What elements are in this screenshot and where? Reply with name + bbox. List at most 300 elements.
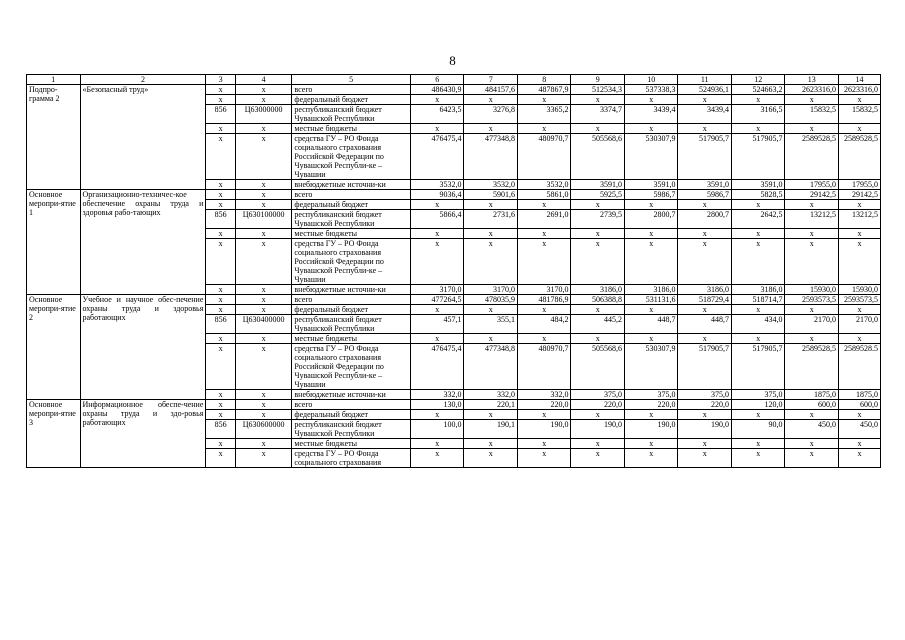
value-cell: 2589528,5 (838, 134, 880, 180)
value-cell: 5986,7 (678, 190, 732, 200)
value-cell: 332,0 (410, 390, 464, 400)
value-cell: х (838, 239, 880, 285)
column-header: 7 (464, 75, 518, 85)
value-cell: 2623316,0 (838, 85, 880, 95)
value-cell: х (731, 229, 785, 239)
value-cell: х (464, 229, 518, 239)
value-cell: 3166,5 (731, 105, 785, 124)
value-cell: х (517, 124, 571, 134)
budget-code-cell: х (235, 410, 292, 420)
value-cell: х (624, 439, 678, 449)
value-cell: х (517, 95, 571, 105)
value-cell: 512534,3 (571, 85, 625, 95)
value-cell: 5828,5 (731, 190, 785, 200)
value-cell: х (838, 124, 880, 134)
grbs-code-cell: х (206, 190, 235, 200)
value-cell: х (571, 439, 625, 449)
value-cell: х (571, 449, 625, 468)
value-cell: х (678, 95, 732, 105)
value-cell: х (624, 449, 678, 468)
value-cell: 2623316,0 (785, 85, 839, 95)
value-cell: 518729,4 (678, 295, 732, 305)
value-cell: 332,0 (464, 390, 518, 400)
value-cell: 2642,5 (731, 210, 785, 229)
value-cell: 476475,4 (410, 344, 464, 390)
value-cell: 518714,7 (731, 295, 785, 305)
value-cell: х (731, 334, 785, 344)
budget-table (26, 74, 881, 468)
value-cell: 130,0 (410, 400, 464, 410)
funding-source-cell: средства ГУ – РО Фонда социального страхования (292, 449, 411, 468)
budget-code-cell: х (235, 190, 292, 200)
table-row (27, 400, 881, 410)
value-cell: 524936,1 (678, 85, 732, 95)
funding-source-cell: всего (292, 400, 411, 410)
value-cell: 220,1 (464, 400, 518, 410)
value-cell: 450,0 (838, 420, 880, 439)
value-cell: 477348,8 (464, 344, 518, 390)
value-cell: 480970,7 (517, 134, 571, 180)
value-cell: х (838, 334, 880, 344)
grbs-code-cell: х (206, 124, 235, 134)
funding-source-cell: республиканский бюджет Чувашской Республики (292, 105, 411, 124)
value-cell: 17955,0 (838, 180, 880, 190)
value-cell: 190,0 (517, 420, 571, 439)
funding-source-cell: федеральный бюджет (292, 305, 411, 315)
column-header: 11 (678, 75, 732, 85)
value-cell: 100,0 (410, 420, 464, 439)
value-cell: х (517, 229, 571, 239)
value-cell: 448,7 (624, 315, 678, 334)
funding-source-cell: местные бюджеты (292, 334, 411, 344)
funding-source-cell: федеральный бюджет (292, 95, 411, 105)
value-cell: х (464, 239, 518, 285)
value-cell: х (410, 229, 464, 239)
value-cell: 220,0 (571, 400, 625, 410)
value-cell: 448,7 (678, 315, 732, 334)
value-cell: х (517, 305, 571, 315)
value-cell: х (571, 124, 625, 134)
value-cell: 2589528,5 (785, 134, 839, 180)
value-cell: 29142,5 (785, 190, 839, 200)
value-cell: 506388,8 (571, 295, 625, 305)
value-cell: 517905,7 (678, 134, 732, 180)
value-cell: х (410, 449, 464, 468)
value-cell: 15832,5 (838, 105, 880, 124)
value-cell: х (624, 305, 678, 315)
value-cell: 2589528.5 (838, 344, 880, 390)
value-cell: 15832,5 (785, 105, 839, 124)
value-cell: 1875,0 (785, 390, 839, 400)
value-cell: 220,0 (678, 400, 732, 410)
value-cell: х (464, 124, 518, 134)
column-header: 4 (235, 75, 292, 85)
program-cell: Подпро-грамма 2 (27, 85, 81, 190)
value-cell: 2800,7 (678, 210, 732, 229)
value-cell: х (464, 200, 518, 210)
value-cell: 481786,9 (517, 295, 571, 305)
value-cell: х (571, 239, 625, 285)
grbs-code-cell: х (206, 410, 235, 420)
budget-code-cell: х (235, 85, 292, 95)
grbs-code-cell: 856 (206, 420, 235, 439)
value-cell: 2800,7 (624, 210, 678, 229)
table-row (27, 295, 881, 305)
value-cell: 530307,9 (624, 134, 678, 180)
funding-source-cell: средства ГУ – РО Фонда социального страхования Российской Федерации по Чувашской Республи-ке – Чувашии (292, 344, 411, 390)
value-cell: х (731, 200, 785, 210)
budget-code-cell: х (235, 449, 292, 468)
value-cell: х (410, 410, 464, 420)
column-header: 13 (785, 75, 839, 85)
funding-source-cell: республиканский бюджет Чувашской Республики (292, 420, 411, 439)
column-header: 12 (731, 75, 785, 85)
value-cell: 3276,8 (464, 105, 518, 124)
value-cell: х (464, 305, 518, 315)
value-cell: х (517, 239, 571, 285)
value-cell: 5861,0 (517, 190, 571, 200)
value-cell: х (731, 239, 785, 285)
funding-source-cell: средства ГУ – РО Фонда социального страхования Российской Федерации по Чувашской Республи-ке – Чувашии (292, 134, 411, 180)
value-cell: 3591,0 (571, 180, 625, 190)
value-cell: х (410, 439, 464, 449)
column-header: 1 (27, 75, 81, 85)
value-cell: 3170,0 (410, 285, 464, 295)
value-cell: 355,1 (464, 315, 518, 334)
value-cell: х (571, 410, 625, 420)
budget-code-cell: х (235, 295, 292, 305)
value-cell: 3186,0 (678, 285, 732, 295)
value-cell: 375,0 (624, 390, 678, 400)
value-cell: х (678, 410, 732, 420)
program-cell: Основное меропри-ятие 3 (27, 400, 81, 468)
table-header-row (27, 75, 881, 85)
value-cell: 505568,6 (571, 344, 625, 390)
grbs-code-cell: х (206, 449, 235, 468)
value-cell: 332,0 (517, 390, 571, 400)
budget-code-cell: х (235, 124, 292, 134)
value-cell: х (517, 334, 571, 344)
value-cell: х (410, 95, 464, 105)
value-cell: 517905,7 (731, 134, 785, 180)
value-cell: х (838, 95, 880, 105)
value-cell: х (571, 229, 625, 239)
value-cell: 517905,7 (678, 344, 732, 390)
value-cell: х (678, 449, 732, 468)
funding-source-cell: внебюджетные источни-ки (292, 180, 411, 190)
funding-source-cell: федеральный бюджет (292, 410, 411, 420)
funding-source-cell: всего (292, 190, 411, 200)
value-cell: 17955,0 (785, 180, 839, 190)
value-cell: х (410, 305, 464, 315)
budget-code-cell: х (235, 134, 292, 180)
value-cell: 220,0 (624, 400, 678, 410)
value-cell: х (410, 239, 464, 285)
value-cell: 450,0 (785, 420, 839, 439)
value-cell: х (624, 334, 678, 344)
funding-source-cell: всего (292, 295, 411, 305)
grbs-code-cell: 856 (206, 210, 235, 229)
value-cell: х (678, 229, 732, 239)
value-cell: 375,0 (678, 390, 732, 400)
value-cell: 2593573,5 (785, 295, 839, 305)
column-header: 5 (292, 75, 411, 85)
value-cell: х (785, 334, 839, 344)
value-cell: 537338,3 (624, 85, 678, 95)
value-cell: 434,0 (731, 315, 785, 334)
value-cell: х (731, 95, 785, 105)
value-cell: х (838, 200, 880, 210)
value-cell: х (785, 95, 839, 105)
value-cell: х (785, 305, 839, 315)
budget-code-cell: х (235, 180, 292, 190)
value-cell: х (464, 410, 518, 420)
column-header: 3 (206, 75, 235, 85)
budget-code-cell: х (235, 400, 292, 410)
budget-code-cell: х (235, 334, 292, 344)
value-cell: 3532,0 (464, 180, 518, 190)
value-cell: 190,0 (624, 420, 678, 439)
value-cell: х (678, 200, 732, 210)
value-cell: 600,0 (838, 400, 880, 410)
funding-source-cell: республиканский бюджет Чувашской Республики (292, 210, 411, 229)
grbs-code-cell: х (206, 200, 235, 210)
grbs-code-cell: х (206, 229, 235, 239)
grbs-code-cell: х (206, 390, 235, 400)
program-cell: Основное меропри-ятие 1 (27, 190, 81, 295)
value-cell: 6423,5 (410, 105, 464, 124)
value-cell: х (731, 439, 785, 449)
budget-code-cell: х (235, 229, 292, 239)
value-cell: 190,0 (571, 420, 625, 439)
value-cell: х (731, 305, 785, 315)
grbs-code-cell: х (206, 334, 235, 344)
funding-source-cell: местные бюджеты (292, 229, 411, 239)
value-cell: х (410, 334, 464, 344)
value-cell: 3186,0 (571, 285, 625, 295)
budget-code-cell: Ц63000000 (235, 105, 292, 124)
value-cell: 2731,6 (464, 210, 518, 229)
column-header: 10 (624, 75, 678, 85)
program-title-cell: Учебное и научное обес-печение охраны труда и здоровья работающих (80, 295, 206, 400)
budget-code-cell: х (235, 200, 292, 210)
funding-source-cell: внебюджетные источни-ки (292, 390, 411, 400)
value-cell: х (731, 124, 785, 134)
value-cell: 15930,0 (838, 285, 880, 295)
budget-code-cell: х (235, 239, 292, 285)
value-cell: х (678, 305, 732, 315)
column-header: 2 (80, 75, 206, 85)
value-cell: 190,1 (464, 420, 518, 439)
program-title-cell: «Безопасный труд» (80, 85, 206, 190)
value-cell: х (624, 229, 678, 239)
budget-code-cell: х (235, 95, 292, 105)
value-cell: 3374,7 (571, 105, 625, 124)
value-cell: 457,1 (410, 315, 464, 334)
value-cell: х (678, 239, 732, 285)
value-cell: 484157,6 (464, 85, 518, 95)
value-cell: 476475,4 (410, 134, 464, 180)
value-cell: х (678, 124, 732, 134)
funding-source-cell: местные бюджеты (292, 124, 411, 134)
funding-source-cell: всего (292, 85, 411, 95)
value-cell: 3170,0 (464, 285, 518, 295)
value-cell: 5901,6 (464, 190, 518, 200)
value-cell: 600,0 (785, 400, 839, 410)
value-cell: 3186,0 (624, 285, 678, 295)
value-cell: 3439,4 (624, 105, 678, 124)
grbs-code-cell: х (206, 239, 235, 285)
value-cell: 478035,9 (464, 295, 518, 305)
value-cell: 2170,0 (785, 315, 839, 334)
table-row (27, 85, 881, 95)
value-cell: х (517, 439, 571, 449)
value-cell: х (838, 229, 880, 239)
funding-source-cell: местные бюджеты (292, 439, 411, 449)
value-cell: 3591,0 (624, 180, 678, 190)
program-title-cell: Организационно-техничес-кое обеспечение охраны труда и здоровья рабо-тающих (80, 190, 206, 295)
value-cell: 517905,7 (731, 344, 785, 390)
grbs-code-cell: х (206, 295, 235, 305)
grbs-code-cell: х (206, 439, 235, 449)
value-cell: 3439,4 (678, 105, 732, 124)
value-cell: 90,0 (731, 420, 785, 439)
budget-code-cell: х (235, 285, 292, 295)
value-cell: 2170,0 (838, 315, 880, 334)
value-cell: 477264,5 (410, 295, 464, 305)
funding-source-cell: внебюджетные источни-ки (292, 285, 411, 295)
value-cell: х (464, 449, 518, 468)
value-cell: 531131,6 (624, 295, 678, 305)
value-cell: 524663,2 (731, 85, 785, 95)
value-cell: 120,0 (731, 400, 785, 410)
value-cell: 3170,0 (517, 285, 571, 295)
value-cell: 3532,0 (517, 180, 571, 190)
value-cell: 2589528,5 (785, 344, 839, 390)
value-cell: х (464, 95, 518, 105)
grbs-code-cell: х (206, 134, 235, 180)
funding-source-cell: федеральный бюджет (292, 200, 411, 210)
value-cell: х (571, 200, 625, 210)
grbs-code-cell: х (206, 85, 235, 95)
value-cell: х (464, 439, 518, 449)
budget-code-cell: х (235, 344, 292, 390)
value-cell: 2739,5 (571, 210, 625, 229)
column-header: 8 (517, 75, 571, 85)
value-cell: х (517, 449, 571, 468)
value-cell: 13212,5 (838, 210, 880, 229)
value-cell: 13212,5 (785, 210, 839, 229)
value-cell: 1875,0 (838, 390, 880, 400)
value-cell: 505568,6 (571, 134, 625, 180)
budget-code-cell: Ц630400000 (235, 315, 292, 334)
grbs-code-cell: х (206, 344, 235, 390)
value-cell: 2593573,5 (838, 295, 880, 305)
value-cell: х (624, 200, 678, 210)
value-cell: 480970,7 (517, 344, 571, 390)
value-cell: 375,0 (571, 390, 625, 400)
value-cell: 3365,2 (517, 105, 571, 124)
value-cell: х (571, 305, 625, 315)
value-cell: х (517, 200, 571, 210)
value-cell: 190,0 (678, 420, 732, 439)
value-cell: х (785, 200, 839, 210)
value-cell: х (624, 95, 678, 105)
grbs-code-cell: х (206, 180, 235, 190)
value-cell: 15930,0 (785, 285, 839, 295)
value-cell: х (624, 124, 678, 134)
value-cell: х (838, 449, 880, 468)
grbs-code-cell: х (206, 285, 235, 295)
value-cell: 484,2 (517, 315, 571, 334)
budget-code-cell: х (235, 305, 292, 315)
value-cell: х (517, 410, 571, 420)
grbs-code-cell: х (206, 95, 235, 105)
value-cell: х (785, 449, 839, 468)
value-cell: 9036,4 (410, 190, 464, 200)
value-cell: х (785, 410, 839, 420)
value-cell: х (838, 410, 880, 420)
value-cell: х (464, 334, 518, 344)
table-row (27, 190, 881, 200)
value-cell: 220,0 (517, 400, 571, 410)
column-header: 9 (571, 75, 625, 85)
value-cell: х (838, 439, 880, 449)
value-cell: 486430,9 (410, 85, 464, 95)
value-cell: 3591,0 (678, 180, 732, 190)
program-cell: Основное меропри-ятие 2 (27, 295, 81, 400)
value-cell: х (624, 239, 678, 285)
value-cell: х (624, 410, 678, 420)
grbs-code-cell: 856 (206, 315, 235, 334)
value-cell: 5866,4 (410, 210, 464, 229)
budget-code-cell: Ц630100000 (235, 210, 292, 229)
value-cell: х (678, 334, 732, 344)
column-header: 6 (410, 75, 464, 85)
budget-code-cell: х (235, 390, 292, 400)
value-cell: 3591,0 (731, 180, 785, 190)
value-cell: 5925,5 (571, 190, 625, 200)
value-cell: 2691,0 (517, 210, 571, 229)
value-cell: х (785, 439, 839, 449)
value-cell: 5986,7 (624, 190, 678, 200)
value-cell: 3532,0 (410, 180, 464, 190)
value-cell: х (678, 439, 732, 449)
grbs-code-cell: х (206, 305, 235, 315)
grbs-code-cell: 856 (206, 105, 235, 124)
budget-code-cell: х (235, 439, 292, 449)
value-cell: х (838, 305, 880, 315)
value-cell: х (571, 334, 625, 344)
value-cell: х (410, 200, 464, 210)
grbs-code-cell: х (206, 400, 235, 410)
program-title-cell: Информационное обеспе-чение охраны труда и здо-ровья работающих (80, 400, 206, 468)
table-body (27, 85, 881, 468)
value-cell: х (731, 410, 785, 420)
value-cell: 487867,9 (517, 85, 571, 95)
value-cell: х (785, 229, 839, 239)
value-cell: х (785, 239, 839, 285)
value-cell: 3186,0 (731, 285, 785, 295)
value-cell: х (731, 449, 785, 468)
value-cell: 29142,5 (838, 190, 880, 200)
value-cell: 530307,9 (624, 344, 678, 390)
value-cell: х (410, 124, 464, 134)
budget-code-cell: Ц630600000 (235, 420, 292, 439)
value-cell: 375,0 (731, 390, 785, 400)
page-number: 8 (449, 53, 456, 68)
value-cell: х (785, 124, 839, 134)
